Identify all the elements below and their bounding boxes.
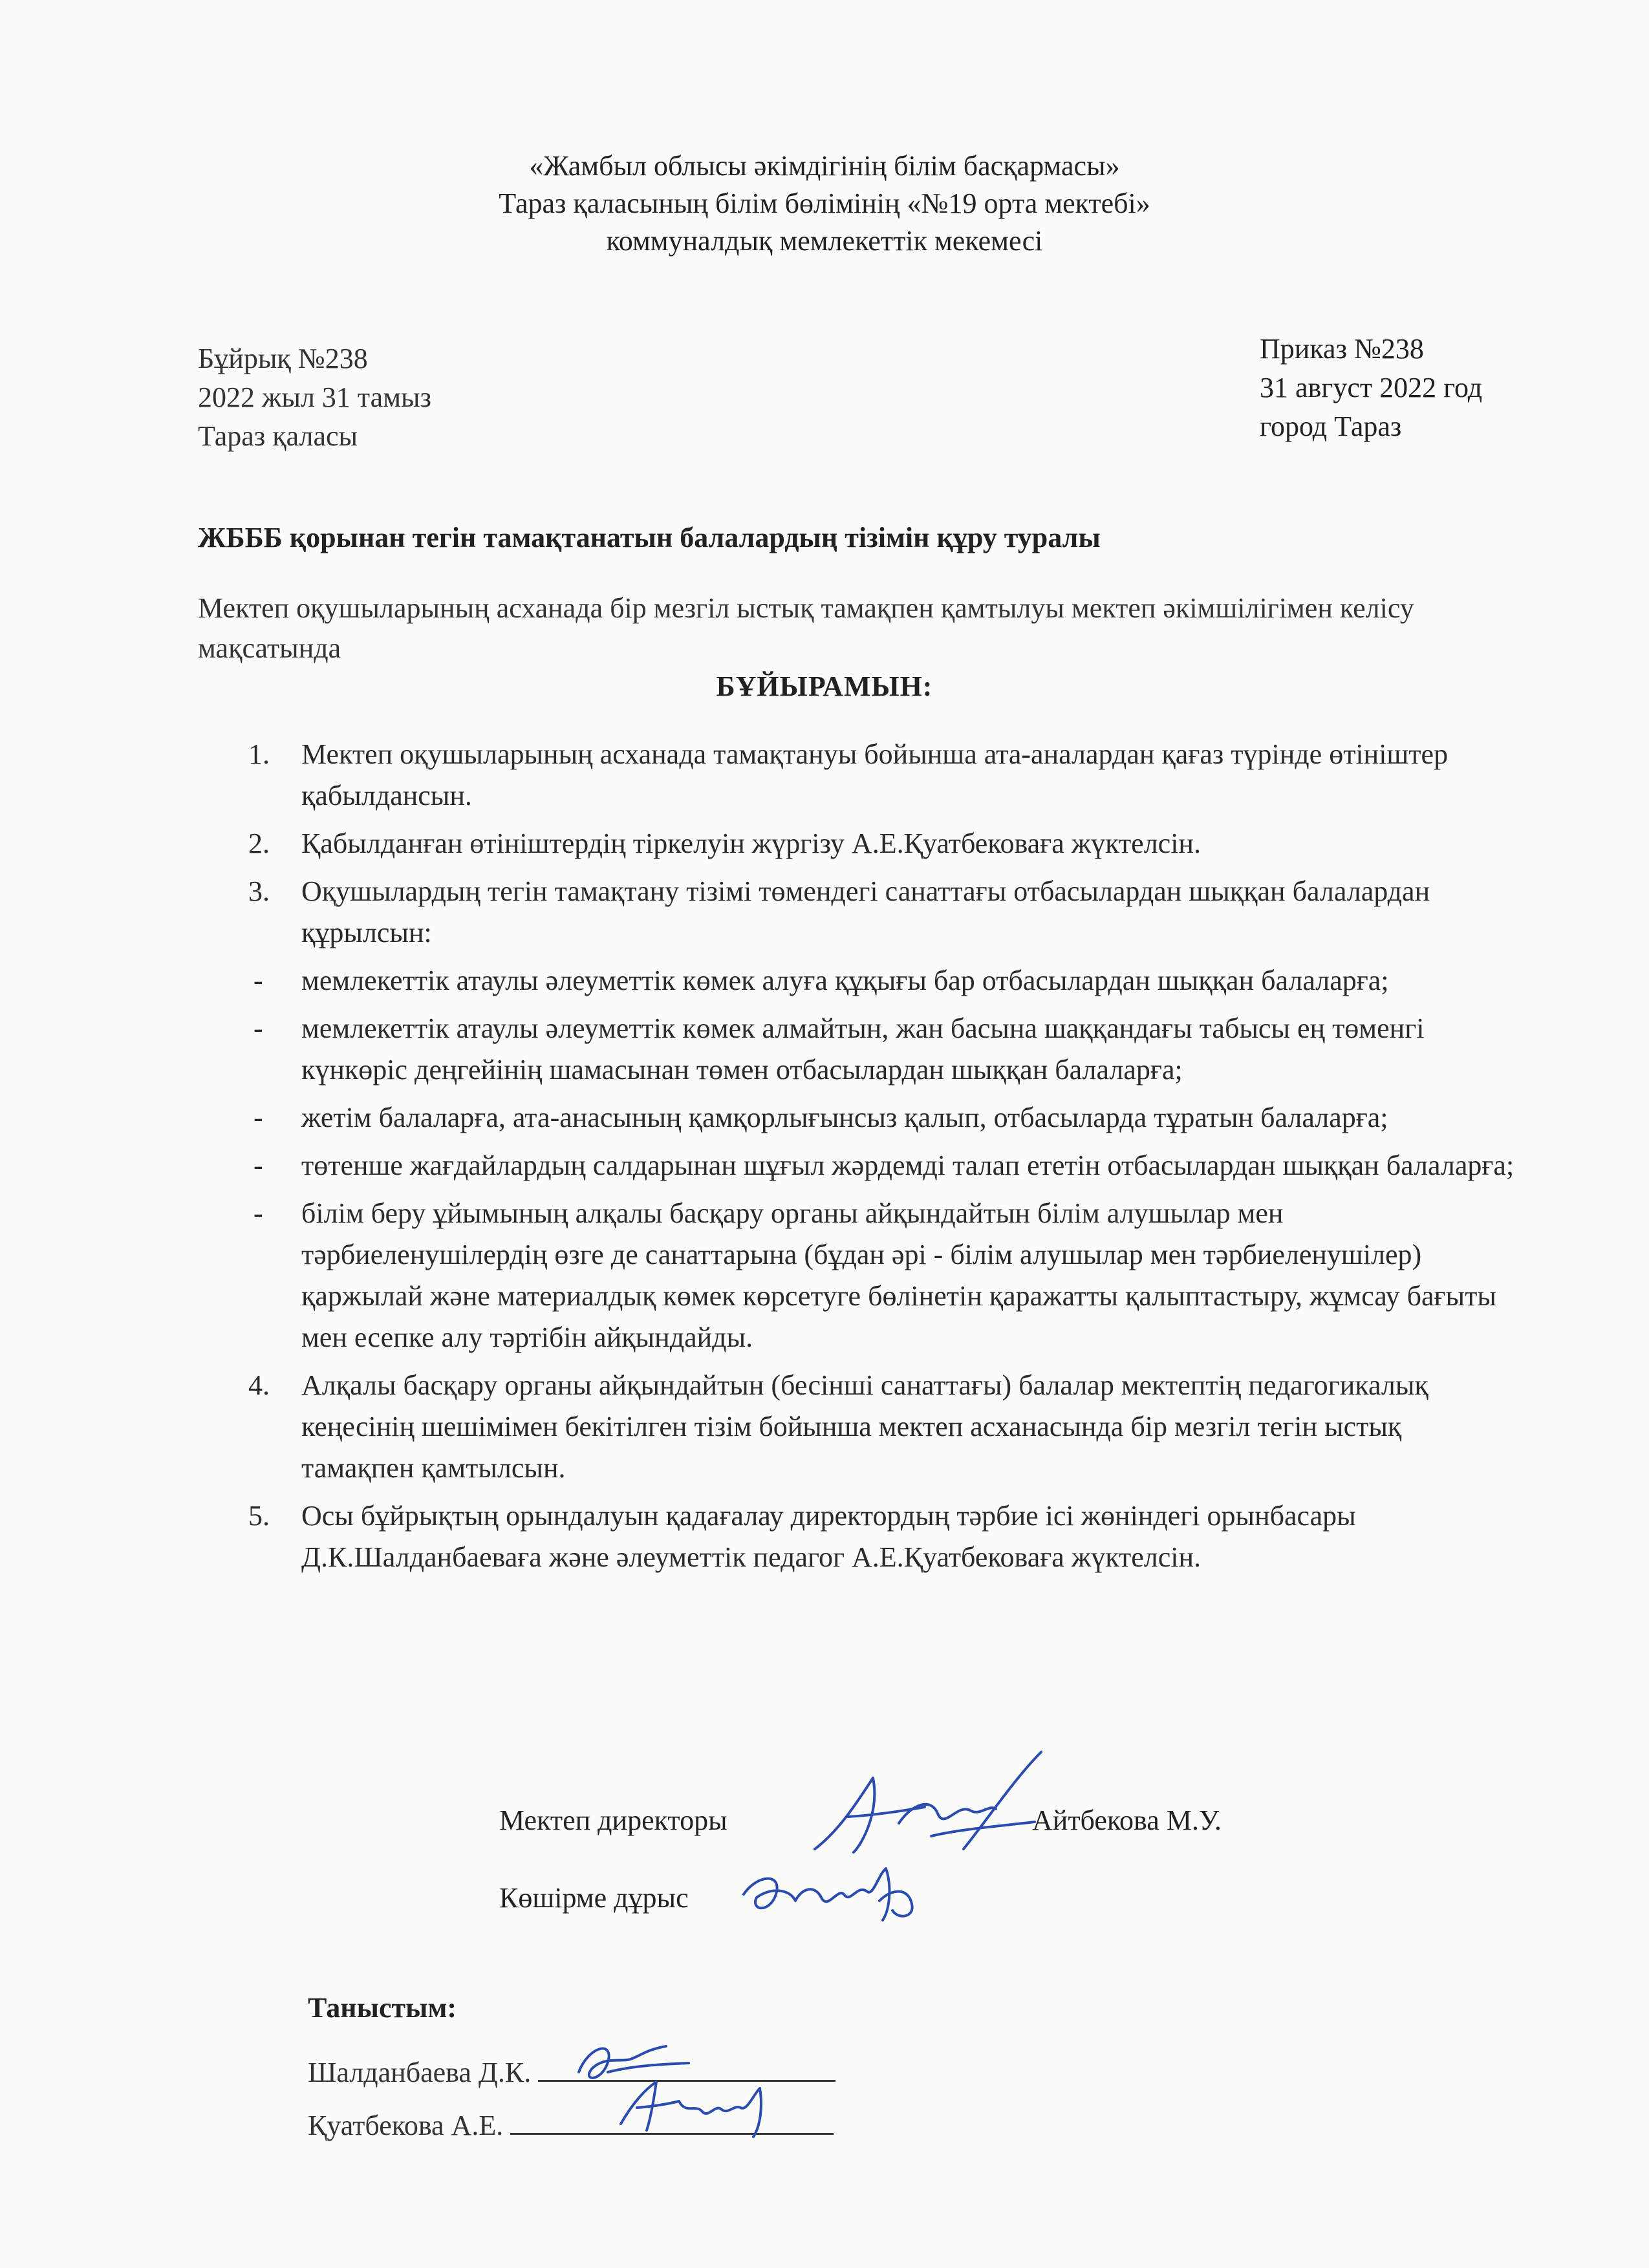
list-item	[239, 823, 1520, 864]
header-line-2: Тараз қаласының білім бөлімінің «№19 орта мектебі»	[499, 187, 1150, 219]
order-date-kz: 2022 жыл 31 тамыз	[198, 381, 432, 413]
list-item	[239, 1145, 1520, 1186]
order-heading: БҰЙЫРАМЫН:	[716, 670, 933, 702]
header-line-3: коммуналдық мемлекеттік мекемесі	[606, 225, 1043, 257]
acquainted-title: Таныстым:	[308, 1992, 457, 2024]
person-name: Шалданбаева Д.К.	[308, 2057, 532, 2088]
person-name: Қуатбекова А.Е.	[308, 2110, 504, 2141]
item-marker: -	[253, 1012, 263, 1044]
order-city-kz: Тараз қаласы	[198, 420, 358, 452]
order-city-ru: город Тараз	[1260, 411, 1402, 442]
item-text: мемлекеттік атаулы әлеуметтік көмек алуға құқығы бар отбасылардан шыққан балаларға;	[301, 965, 1389, 996]
order-meta-ru	[1260, 330, 1482, 446]
list-item	[239, 1495, 1520, 1578]
list-item	[239, 871, 1520, 954]
item-marker: -	[253, 965, 263, 996]
item-text: Осы бұйрықтың орындалуын қадағалау директордың тәрбие ісі жөніндегі орынбасары Д.К.Шалданбаеваға және әлеуметтік педагог А.Е.Қуатбековаға жүктелсін.	[301, 1500, 1356, 1573]
item-marker: 1.	[248, 738, 270, 770]
order-meta-kz	[198, 339, 431, 456]
item-marker: -	[253, 1150, 263, 1181]
item-marker: 2.	[248, 828, 270, 859]
list-item	[239, 734, 1520, 817]
item-text: жетім балаларға, ата-анасының қамқорлығынсыз қалып, отбасыларда тұратын балаларға;	[301, 1102, 1388, 1133]
item-text: Алқалы басқару органы айқындайтын (бесінші санаттағы) балалар мектептің педагогикалық кеңесінің шешімімен бекітілген тізім бойынша мектеп асханасында бір мезгіл тегін ыстық тамақпен қамтылсын.	[301, 1369, 1428, 1484]
item-text: білім беру ұйымының алқалы басқару органы айқындайтын білім алушылар мен тәрбиеленушілердің өзге де санаттарына (бұдан әрі - білім алушылар мен тәрбиеленушілер) қаржылай және материалдық көмек көрсетуге бөлінетін қаражатты қалыптастыру, жұмсау бағыты мен есепке алу тәртібін айқындайды.	[301, 1197, 1496, 1353]
item-text: Оқушылардың тегін тамақтану тізімі төмендегі санаттағы отбасылардан шыққан балалардан құрылсын:	[301, 875, 1430, 948]
item-marker: -	[253, 1102, 263, 1133]
item-text: Мектеп оқушыларының асханада тамақтануы бойынша ата-аналардан қағаз түрінде өтініштер қабылдансын.	[301, 738, 1449, 811]
item-marker: -	[253, 1197, 263, 1229]
item-text: мемлекеттік атаулы әлеуметтік көмек алмайтын, жан басына шаққандағы табысы ең төменгі күнкөріс деңгейінің шамасынан төмен отбасылардан шыққан балаларға;	[301, 1012, 1425, 1086]
copy-signature-icon	[731, 1849, 925, 1940]
item-marker: 3.	[248, 875, 270, 907]
document-header	[0, 147, 1649, 260]
copy-correct-label: Көшірме дұрыс	[499, 1882, 689, 1914]
kuatbekova-signature-icon	[608, 2069, 776, 2146]
director-name: Айтбекова М.У.	[1032, 1804, 1222, 1836]
document-title: ЖБББ қорынан тегін тамақтанатын балалардың тізімін құру туралы	[198, 522, 1101, 553]
order-number-ru: Приказ №238	[1260, 333, 1424, 365]
director-label: Мектеп директоры	[499, 1804, 727, 1836]
list-item	[239, 1008, 1520, 1091]
order-date-ru: 31 август 2022 год	[1260, 372, 1483, 403]
preamble-text: Мектеп оқушыларының асханада бір мезгіл ыстық тамақпен қамтылуы мектеп әкімшілігімен келісу мақсатында	[198, 592, 1414, 664]
list-item	[239, 1193, 1520, 1358]
list-item	[239, 960, 1520, 1001]
header-line-1: «Жамбыл облысы әкімдігінің білім басқармасы»	[529, 150, 1120, 182]
item-marker: 5.	[248, 1500, 270, 1532]
item-text: төтенше жағдайлардың салдарынан шұғыл жәрдемді талап ететін отбасылардан шыққан балаларға;	[301, 1150, 1514, 1181]
order-items-list	[239, 734, 1520, 1585]
order-number-kz: Бұйрық №238	[198, 343, 368, 374]
item-marker: 4.	[248, 1369, 270, 1401]
list-item	[239, 1365, 1520, 1489]
list-item	[239, 1097, 1520, 1139]
item-text: Қабылданған өтініштердің тіркелуін жүргізу А.Е.Қуатбековаға жүктелсін.	[301, 828, 1201, 859]
